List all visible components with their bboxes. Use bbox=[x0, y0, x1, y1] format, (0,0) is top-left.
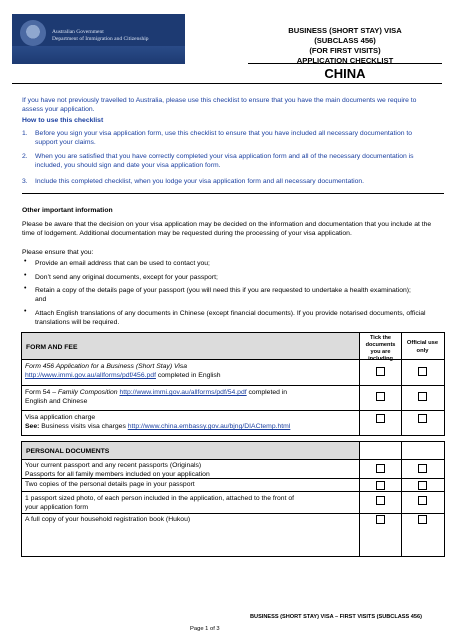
header-rule bbox=[12, 83, 442, 84]
table-divider bbox=[21, 385, 444, 386]
row-line: Passports for all family members included on your application bbox=[25, 471, 210, 478]
title-line: (SUBCLASS 456) bbox=[314, 36, 376, 45]
form-54-row bbox=[25, 388, 355, 406]
tick-checkbox[interactable] bbox=[376, 464, 385, 473]
government-logo-banner bbox=[12, 14, 185, 64]
see-label: See: bbox=[25, 423, 40, 430]
step-number: 3. bbox=[22, 178, 28, 185]
visa-charge-row bbox=[25, 413, 358, 431]
form-456-suffix: completed in English bbox=[155, 372, 221, 379]
tick-column-header: Tick the documents you are including bbox=[365, 335, 396, 362]
official-column-header: Official use only bbox=[406, 340, 439, 354]
form-54-line2: English and Chinese bbox=[25, 398, 88, 405]
bullet-item: Provide an email address that can be used to contact you; bbox=[35, 260, 210, 267]
form-54-label: Form 54 – bbox=[25, 389, 58, 396]
banner-decoration bbox=[12, 46, 185, 64]
official-checkbox[interactable] bbox=[418, 515, 427, 524]
bullet-item: Retain a copy of the details page of your passport (you will need this if you are requested to undertake a health examination); and bbox=[35, 287, 411, 303]
bullet-item: Don’t send any original documents, except for your passport; bbox=[35, 274, 218, 281]
form-456-title: Form 456 Application for a Business (Short Stay) Visa bbox=[25, 363, 188, 370]
tick-checkbox[interactable] bbox=[376, 481, 385, 490]
title-line: BUSINESS (SHORT STAY) VISA bbox=[288, 26, 402, 35]
official-checkbox[interactable] bbox=[418, 481, 427, 490]
page-number: Page 1 of 3 bbox=[190, 626, 220, 632]
photo-row bbox=[25, 494, 358, 512]
footer-title: BUSINESS (SHORT STAY) VISA – FIRST VISITS (SUBCLASS 456) bbox=[250, 614, 422, 620]
intro-text: If you have not previously travelled to Australia, please use this checklist to ensure that you have the main documents we require to assess your application. bbox=[22, 97, 417, 113]
country-title: CHINA bbox=[324, 66, 366, 81]
step-text: Include this completed checklist, when you lodge your visa application form and all necessary documentation. bbox=[35, 178, 365, 185]
bullet-icon: • bbox=[24, 285, 27, 292]
section-heading: FORM AND FEE bbox=[26, 344, 78, 351]
logo-line-1: Australian Government bbox=[52, 29, 104, 35]
howto-heading: How to use this checklist bbox=[22, 117, 104, 124]
official-checkbox[interactable] bbox=[418, 367, 427, 376]
document-title bbox=[250, 26, 440, 66]
table-divider bbox=[21, 410, 444, 411]
hukou-row bbox=[25, 515, 355, 524]
official-checkbox[interactable] bbox=[418, 464, 427, 473]
row-line: A full copy of your household registration book (Hukou) bbox=[25, 516, 191, 523]
official-checkbox[interactable] bbox=[418, 496, 427, 505]
coat-of-arms-icon bbox=[20, 20, 46, 46]
step-text: When you are satisfied that you have correctly completed your visa application form and all of the necessary documentation is included, you should sign and date your visa application form. bbox=[35, 153, 414, 169]
row-line: Your current passport and any recent passports (Originals) bbox=[25, 462, 202, 469]
form-54-title: Family Composition bbox=[57, 389, 118, 396]
tick-checkbox[interactable] bbox=[376, 515, 385, 524]
other-heading: Other important information bbox=[22, 207, 113, 214]
tick-checkbox[interactable] bbox=[376, 367, 385, 376]
bullet-icon: • bbox=[24, 308, 27, 315]
passport-copies-row bbox=[25, 480, 355, 489]
table-divider bbox=[359, 332, 360, 435]
table-divider bbox=[21, 513, 444, 514]
bullet-item: Attach English translations of any documents in Chinese (except financial documents). If you provide notarised documents, official translations will be required. bbox=[35, 310, 426, 326]
form-456-row bbox=[25, 362, 355, 380]
form-54-link[interactable]: http://www.immi.gov.au/allforms/pdf/54.pdf bbox=[119, 389, 247, 396]
title-line: APPLICATION CHECKLIST bbox=[296, 56, 394, 65]
bullet-icon: • bbox=[24, 272, 27, 279]
row-line: your application form bbox=[25, 504, 89, 511]
title-divider bbox=[248, 63, 442, 64]
bullet-icon: • bbox=[24, 258, 27, 265]
official-checkbox[interactable] bbox=[418, 414, 427, 423]
form-54-suffix: completed in bbox=[246, 389, 288, 396]
row-line: Two copies of the personal details page in your passport bbox=[25, 481, 195, 488]
step-text: Before you sign your visa application form, use this checklist to ensure that you have included all necessary documentation to support your claims. bbox=[35, 130, 413, 146]
form-456-link[interactable]: http://www.immi.gov.au/allforms/pdf/456.pdf bbox=[25, 372, 156, 379]
table-divider bbox=[21, 491, 444, 492]
visa-charges-link[interactable]: http://www.china.embassy.gov.au/bjng/DIACtemp.html bbox=[127, 423, 291, 430]
row-line: 1 passport sized photo, of each person included in the application, attached to the front of bbox=[25, 495, 295, 502]
visa-charge-label: Visa application charge bbox=[25, 414, 96, 421]
tick-checkbox[interactable] bbox=[376, 414, 385, 423]
table-divider bbox=[21, 459, 444, 460]
logo-line-2: Department of Immigration and Citizenship bbox=[52, 36, 149, 42]
ensure-text: Please ensure that you: bbox=[22, 249, 94, 256]
title-line: (FOR FIRST VISITS) bbox=[309, 46, 381, 55]
see-text: Business visits visa charges bbox=[39, 423, 128, 430]
table-divider bbox=[401, 332, 402, 435]
step-number: 2. bbox=[22, 153, 28, 160]
step-number: 1. bbox=[22, 130, 28, 137]
tick-checkbox[interactable] bbox=[376, 392, 385, 401]
passport-row bbox=[25, 461, 355, 479]
tick-checkbox[interactable] bbox=[376, 496, 385, 505]
official-checkbox[interactable] bbox=[418, 392, 427, 401]
section-heading: PERSONAL DOCUMENTS bbox=[26, 448, 110, 455]
intro-rule bbox=[22, 193, 444, 194]
other-paragraph: Please be aware that the decision on your visa application may be decided on the information and documentation that you include at the time of lodgement. Additional documentation may be requested during the processing of your visa application. bbox=[22, 221, 432, 237]
